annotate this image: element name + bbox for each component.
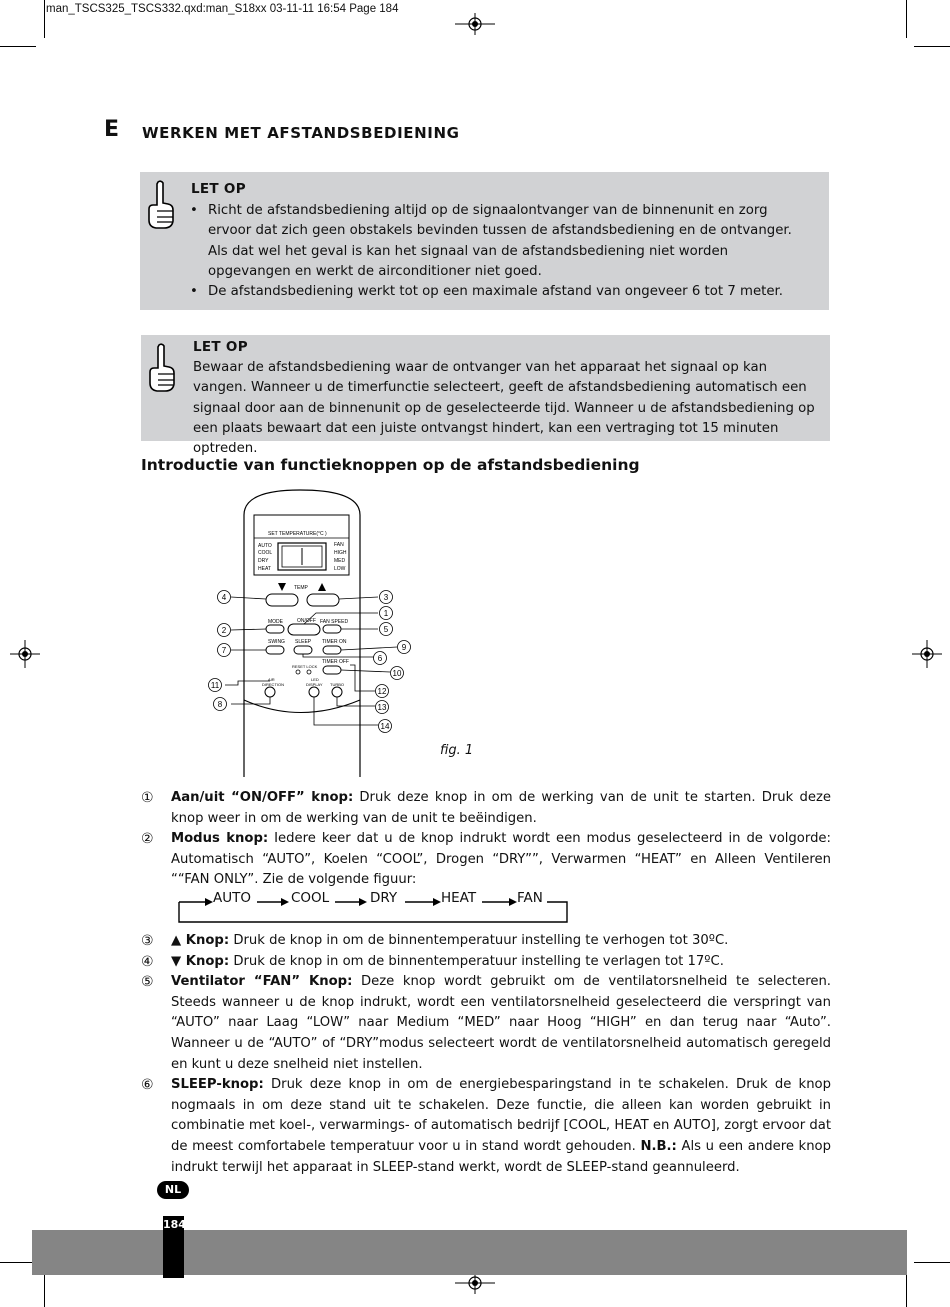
callout-number: 1 [383,609,389,618]
item-number: ① [141,790,154,806]
note-text: Bewaar de afstandsbediening waar de ontvanger van het apparaat het signaal op kan vangen. Wanneer u de timerfunctie selecteert, geeft de afstandsbediening automatisch een signaal door aan de binnenunit op de geselecteerde tijd. Wanneer u de afstandsbediening op een plaats bewaart dat een juiste ontvangst hindert, kan een vertraging tot 15 minuten optreden. [193,360,815,457]
item-title: ▲ Knop: [171,932,230,948]
callout-number: 13 [377,703,387,712]
callout-number: 5 [383,625,389,634]
button-label: TIMER ON [322,639,347,645]
flow-mode: COOL [291,889,330,906]
item-title: Aan/uit “ON/OFF” knop: [171,790,354,805]
turbo-button [332,687,342,697]
temp-up-button [307,594,339,606]
fan-label: HIGH [334,550,347,556]
button-label: FAN SPEED [320,619,349,625]
timer-off-button [323,666,341,674]
callout-number: 6 [377,654,383,663]
list-item [141,829,831,891]
callout-number: 10 [392,669,402,678]
subheading: Introductie van functieknoppen op de afstandsbediening [141,456,640,474]
item-text: Deze knop wordt gebruikt om de ventilatorsnelheid te selecteren. Steeds wanneer u de knop indrukt, wordt een ventilatorsnelheid geselecteerd die verspringt van “AUTO” naar Laag “LOW” naar Medium “MED” naar Hoog “HIGH” en dan terug naar “Auto”. Wanneer u de “AUTO” of “DRY”modus selecteert wordt de ventilatorsnelheid automatisch geregeld en kunt u deze snelheid niet instellen. [171,974,831,1072]
note-box-2 [141,335,830,457]
button-label: DIRECTION [262,682,284,687]
callout-number: 4 [221,593,227,602]
button-label: RESET LOCK [292,664,318,669]
registration-mark-icon [912,640,942,668]
temp-down-button [266,594,298,606]
crop-mark [906,0,907,38]
button-label: AIR [268,677,275,682]
list-item [141,931,831,952]
button-label: MODE [268,619,283,625]
note-text [190,201,810,302]
item-text: Druk deze knop in om de werking van de unit te starten. Druk deze knop weer in om de werking van de unit te beëindigen. [171,790,831,826]
figure-caption: fig. 1 [440,743,474,758]
display-label: SET TEMPERATURE(°C ) [268,531,327,537]
list-item [141,1075,831,1178]
mode-label: COOL [258,550,273,556]
callout-number: 11 [210,681,220,690]
item-number: ③ [141,932,154,949]
mode-label: DRY [258,558,269,564]
callout-number: 12 [377,687,387,696]
flow-mode: AUTO [213,889,251,906]
callout-number: 14 [380,722,390,731]
flow-mode: HEAT [441,889,477,906]
button-label: ON/OFF [297,618,316,624]
fan-speed-button [323,625,341,633]
callout-number: 9 [401,643,407,652]
list-item [141,972,831,1075]
mode-button [266,625,284,633]
section-title: WERKEN MET AFSTANDSBEDIENING [142,124,460,142]
pointing-hand-icon [145,342,179,394]
item-text: Druk de knop in om de binnentemperatuur instelling te verlagen tot 17ºC. [229,953,724,969]
led-display-button [309,687,319,697]
registration-mark-icon [455,13,495,35]
item-title: SLEEP-knop: [171,1077,264,1093]
onoff-button [288,624,320,635]
item-title: Modus knop: [171,831,269,847]
flow-mode: DRY [370,889,398,906]
timer-on-button [323,646,341,654]
crop-mark [44,0,45,38]
note-bullet: • Richt de afstandsbediening altijd op de signaalontvanger van de binnenunit en zorg ervoor dat zich geen obstakels bevinden tussen de afstandsbediening en de ontvanger. Als dat wel het geval is kan het signaal van de afstandsbediening niet worden opgevangen en werkt de airconditioner niet goed. [190,201,810,282]
flow-mode: FAN [517,889,543,906]
crop-mark [914,1262,950,1263]
note-bullet: • De afstandsbediening werkt tot op een maximale afstand van ongeveer 6 tot 7 meter. [190,282,810,302]
file-header: man_TSCS325_TSCS332.qxd:man_S18xx 03-11-11 16:54 Page 184 [46,3,399,15]
item-title: Ventilator “FAN” Knop: [171,974,353,990]
crop-mark [906,1270,907,1307]
remote-control-diagram [200,485,430,780]
mode-label: HEAT [258,566,271,572]
fan-label: MED [334,558,346,564]
note-box-1 [140,172,829,310]
section-letter: E [104,117,120,142]
page-number: 184 [163,1218,186,1231]
callout-number: 7 [221,646,227,655]
item-number: ② [141,831,154,848]
nb-label: N.B.: [640,1138,677,1154]
button-label: DISPLAY [306,682,323,687]
crop-mark [0,46,36,47]
mode-label: AUTO [258,543,272,549]
button-label: SLEEP [295,639,312,645]
item-title: ▼ Knop: [171,953,230,969]
registration-mark-icon [10,640,40,668]
item-number: ⑥ [141,1077,154,1094]
mode-flow-diagram [171,889,831,926]
crop-mark [914,46,950,47]
crop-mark [44,1270,45,1307]
item-number: ④ [141,953,154,970]
button-label: LED [311,677,319,682]
pointing-hand-icon [144,179,178,231]
fan-label: LOW [334,566,346,572]
registration-mark-icon [455,1272,495,1294]
button-label: TURBO [330,682,344,687]
function-list [141,788,831,1178]
crop-mark [0,1262,36,1263]
callout-number: 8 [217,700,223,709]
item-text: Als u een andere knop indrukt terwijl het apparaat in SLEEP-stand werkt, wordt de SLEEP-stand geannuleerd. [171,1138,831,1175]
note-heading: LET OP [193,339,248,355]
button-label: SWING [268,639,285,645]
air-direction-button [265,687,275,697]
note-heading: LET OP [191,181,246,197]
callout-number: 3 [383,593,389,602]
callout-number: 2 [221,626,227,635]
item-text: Druk de knop in om de binnentemperatuur instelling te verhogen tot 30ºC. [229,932,729,948]
swing-button [266,646,284,654]
language-badge: NL [157,1181,189,1199]
item-text: Druk deze knop in om de energiebesparingstand in te schakelen. Druk de knop nogmaals in om deze stand uit te schakelen. Deze functie, die alleen kan worden gebruikt in combinatie met koel-, verwarmings- of automatisch bedrijf [COOL, HEAT en AUTO], zorgt ervoor dat de meest comfortabele temperatuur voor u in stand wordt gehouden. [171,1077,831,1154]
list-item [141,952,831,973]
item-text: Iedere keer dat u de knop indrukt wordt een modus geselecteerd in de volgorde: Automatisch “AUTO”, Koelen “COOL”, Drogen “DRY””, Verwarmen “HEAT” en Alleen Ventileren ““FAN ONLY”. Zie de volgende figuur: [171,831,831,888]
fan-label: FAN [334,542,344,548]
item-number: ⑤ [141,974,154,991]
sleep-button [294,646,312,654]
button-label: TIMER OFF [322,659,349,665]
list-item [141,788,831,829]
temp-label: TEMP [294,585,308,591]
